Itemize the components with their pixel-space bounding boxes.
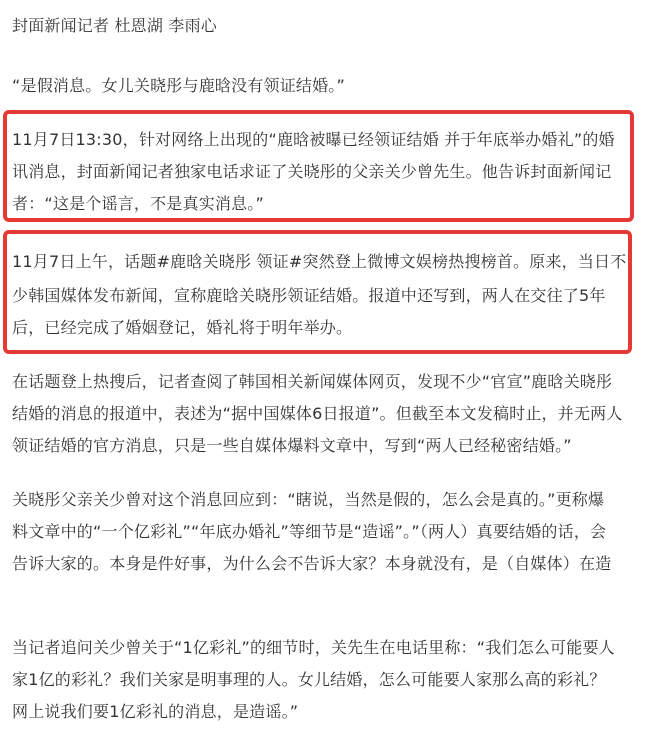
paragraph-line: 关晓彤父亲关少曾对这个消息回应到：“瞎说，当然是假的，怎么会是真的。”更称爆 (12, 490, 605, 509)
paragraph-line: 当记者追问关少曾关于“1亿彩礼”的细节时，关先生在电话里称：“我们怎么可能要人 (12, 638, 615, 657)
paragraph-line: 讯消息，封面新闻记者独家电话求证了关晓彤的父亲关少曾先生。他告诉封面新闻记 (12, 162, 612, 181)
paragraph-line: 网上说我们要1亿彩礼的消息，是造谣。” (12, 702, 299, 721)
byline: 封面新闻记者 杜恩湖 李雨心 (12, 16, 217, 35)
paragraph-line: 告诉大家的。本身是件好事，为什么会不告诉大家？本身就没有，是（自媒体）在造 (12, 554, 612, 573)
paragraph-line: 在话题登上热搜后，记者查阅了韩国相关新闻媒体网页，发现不少“官宣”鹿晗关晓彤 (12, 372, 613, 391)
paragraph-line: 料文章中的“一个亿彩礼”“年底办婚礼”等细节是“造谣”。”（两人）真要结婚的话，会 (12, 522, 607, 541)
paragraph-line: 后，已经完成了婚姻登记，婚礼将于明年举办。 (12, 318, 353, 337)
paragraph-line: 11月7日上午，话题#鹿晗关晓彤 领证#突然登上微博文娱榜热搜榜首。原来，当日不 (12, 252, 627, 271)
paragraph-line: 者：“这是个谣言，不是真实消息。” (12, 194, 264, 213)
paragraph-line: 领证结婚的官方消息，只是一些自媒体爆料文章中，写到“两人已经秘密结婚。” (12, 436, 572, 455)
paragraph-line: 家1亿的彩礼？我们关家是明事理的人。女儿结婚，怎么可能要人家那么高的彩礼？ (12, 670, 606, 689)
lead-quote: “是假消息。女儿关晓彤与鹿晗没有领证结婚。” (12, 76, 345, 95)
paragraph-line: 结婚的消息的报道中，表述为“据中国媒体6日报道”。但截至本文发稿时止，并无两人 (12, 404, 623, 423)
paragraph-line: 少韩国媒体发布新闻，宣称鹿晗关晓彤领证结婚。报道中还写到，两人在交往了5年 (12, 286, 606, 305)
fade-overlay (0, 584, 647, 614)
paragraph-line: 11月7日13:30，针对网络上出现的“鹿晗被曝已经领证结婚 并于年底举办婚礼”的婚 (12, 130, 615, 149)
